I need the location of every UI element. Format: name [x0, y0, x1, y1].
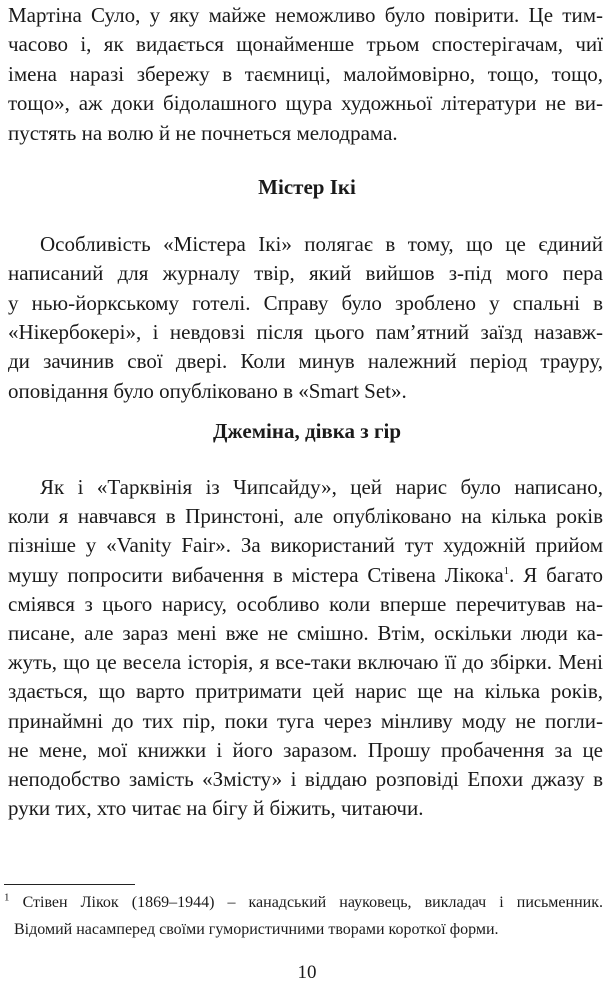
text-line: руки тих, хто читає на бігу й біжить, читаючи. [8, 796, 424, 821]
footnote-text: Стівен Лікок (1869–1944) – канадський науковець, викладач і письменник. [22, 894, 603, 911]
section-heading-mister-iki: Містер Ікі [258, 175, 356, 199]
section-heading-jemina: Джеміна, дівка з гір [212, 419, 402, 443]
text-line: пізніше у «Vanity Fair». За використаний тут художній прийом [8, 533, 603, 558]
text-line: оповідання було опубліковано в «Smart Set». [8, 378, 407, 403]
text-line-part: . Я багато [509, 562, 603, 587]
text-line: ди зачинив свої двері. Коли минув належний період трауру, [8, 349, 603, 374]
text-line: у нью-йоркському готелі. Справу було зроблено у спальні в [8, 290, 603, 315]
text-line: часово і, як видається щонайменше трьом спостерігачам, чиї [8, 32, 603, 57]
footnote-line-1 [4, 893, 603, 913]
text-line: жуть, що це весела історія, я все-таки включаю її до збірки. Мені [8, 650, 603, 675]
text-line: написаний для журналу твір, який вийшов з-під мого пера [8, 261, 603, 286]
text-line: «Нікербокері», і невдовзі після цього пам’ятний заїзд назавж- [8, 319, 603, 344]
footnote-line-2: Відомий насамперед своїми гумористичними творами короткої форми. [14, 921, 499, 938]
text-line [8, 561, 603, 590]
text-line: тощо», аж доки бідолашного щура художньої літератури не ви- [8, 91, 603, 116]
text-line: імена наразі збережу в таємниці, малоймовірно, тощо, тощо, [8, 61, 603, 86]
text-line: здається, що варто притримати цей нарис ще на кілька років, [8, 679, 603, 704]
page-number: 10 [297, 962, 317, 983]
text-line: сміявся з цього нарису, особливо коли вперше перечитував на- [8, 591, 603, 616]
footnote-marker: 1 [4, 891, 10, 904]
text-line: неподобство замість «Змісту» і віддаю розповіді Епохи джазу в [8, 767, 603, 791]
text-line: писане, але зараз мені вже не смішно. Втім, оскільки люди ка- [8, 621, 603, 645]
text-line: принаймні до тих пір, поки туга через мінливу моду не погли- [8, 708, 603, 733]
text-line: не мене, мої книжки і його заразом. Прошу пробачення за це [8, 737, 603, 762]
text-line: пустять на волю й не почнеться мелодрама. [8, 120, 398, 145]
text-line: Як і «Тарквінія із Чипсайду», цей нарис було написано, [40, 475, 603, 499]
footnote-divider [4, 884, 135, 885]
text-line-part: мушу попросити вибачення в містера Стівена Лікока [8, 562, 504, 587]
text-line: коли я навчався в Принстоні, але опубліковано на кілька років [8, 504, 603, 529]
text-line: Особливість «Містера Ікі» полягає в тому, що це єдиний [40, 232, 603, 256]
footnote-reference[interactable]: 1 [503, 564, 510, 577]
text-line: Мартіна Суло, у яку майже неможливо було повірити. Це тим- [8, 3, 603, 27]
